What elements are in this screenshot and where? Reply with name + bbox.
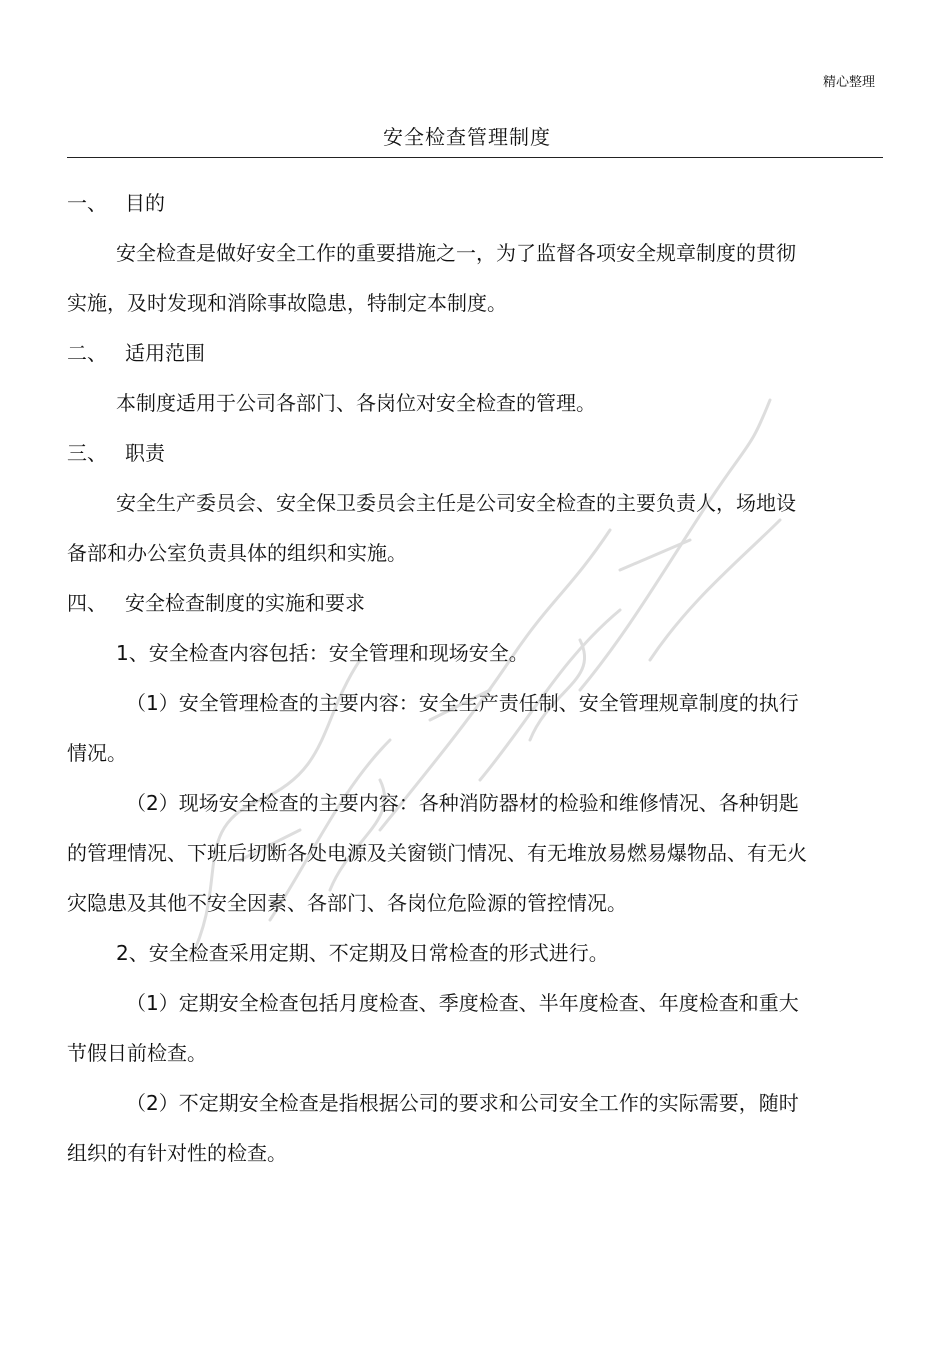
section-title: 安全检查制度的实施和要求 — [125, 591, 365, 615]
paragraph: （1）定期安全检查包括月度检查、季度检查、半年度检查、年度检查和重大节假日前检查。 — [67, 991, 799, 1065]
paragraph: 2、安全检查采用定期、不定期及日常检查的形式进行。 — [116, 941, 609, 965]
section-heading-2 — [67, 328, 807, 378]
section-heading-3 — [67, 428, 807, 478]
section-title: 适用范围 — [125, 341, 205, 365]
section-heading-1 — [67, 178, 807, 228]
section-number: 一、 — [67, 191, 107, 215]
section-number: 三、 — [67, 441, 107, 465]
paragraph: （2）不定期安全检查是指根据公司的要求和公司安全工作的实际需要，随时组织的有针对性的检查。 — [67, 1091, 799, 1165]
section-number: 四、 — [67, 591, 107, 615]
section-heading-4 — [67, 578, 807, 628]
paragraph: 1、安全检查内容包括：安全管理和现场安全。 — [116, 641, 529, 665]
document-title: 安全检查管理制度 — [383, 125, 551, 149]
section-title: 职责 — [125, 441, 165, 465]
paragraph: 安全生产委员会、安全保卫委员会主任是公司安全检查的主要负责人，场地设备部和办公室负责具体的组织和实施。 — [67, 491, 796, 565]
document-body — [67, 178, 807, 1178]
paragraph: 本制度适用于公司各部门、各岗位对安全检查的管理。 — [116, 391, 596, 415]
paragraph: （1）安全管理检查的主要内容：安全生产责任制、安全管理规章制度的执行情况。 — [67, 691, 799, 765]
section-title: 目的 — [125, 191, 165, 215]
section-number: 二、 — [67, 341, 107, 365]
title-divider — [67, 157, 883, 158]
paragraph: 安全检查是做好安全工作的重要措施之一，为了监督各项安全规章制度的贯彻实施，及时发现和消除事故隐患，特制定本制度。 — [67, 241, 796, 315]
header-note: 精心整理 — [822, 75, 875, 90]
paragraph: （2）现场安全检查的主要内容：各种消防器材的检验和维修情况、各种钥匙的管理情况、下班后切断各处电源及关窗锁门情况、有无堆放易燃易爆物品、有无火灾隐患及其他不安全因素、各部门、各岗位危险源的管控情况。 — [67, 791, 807, 915]
